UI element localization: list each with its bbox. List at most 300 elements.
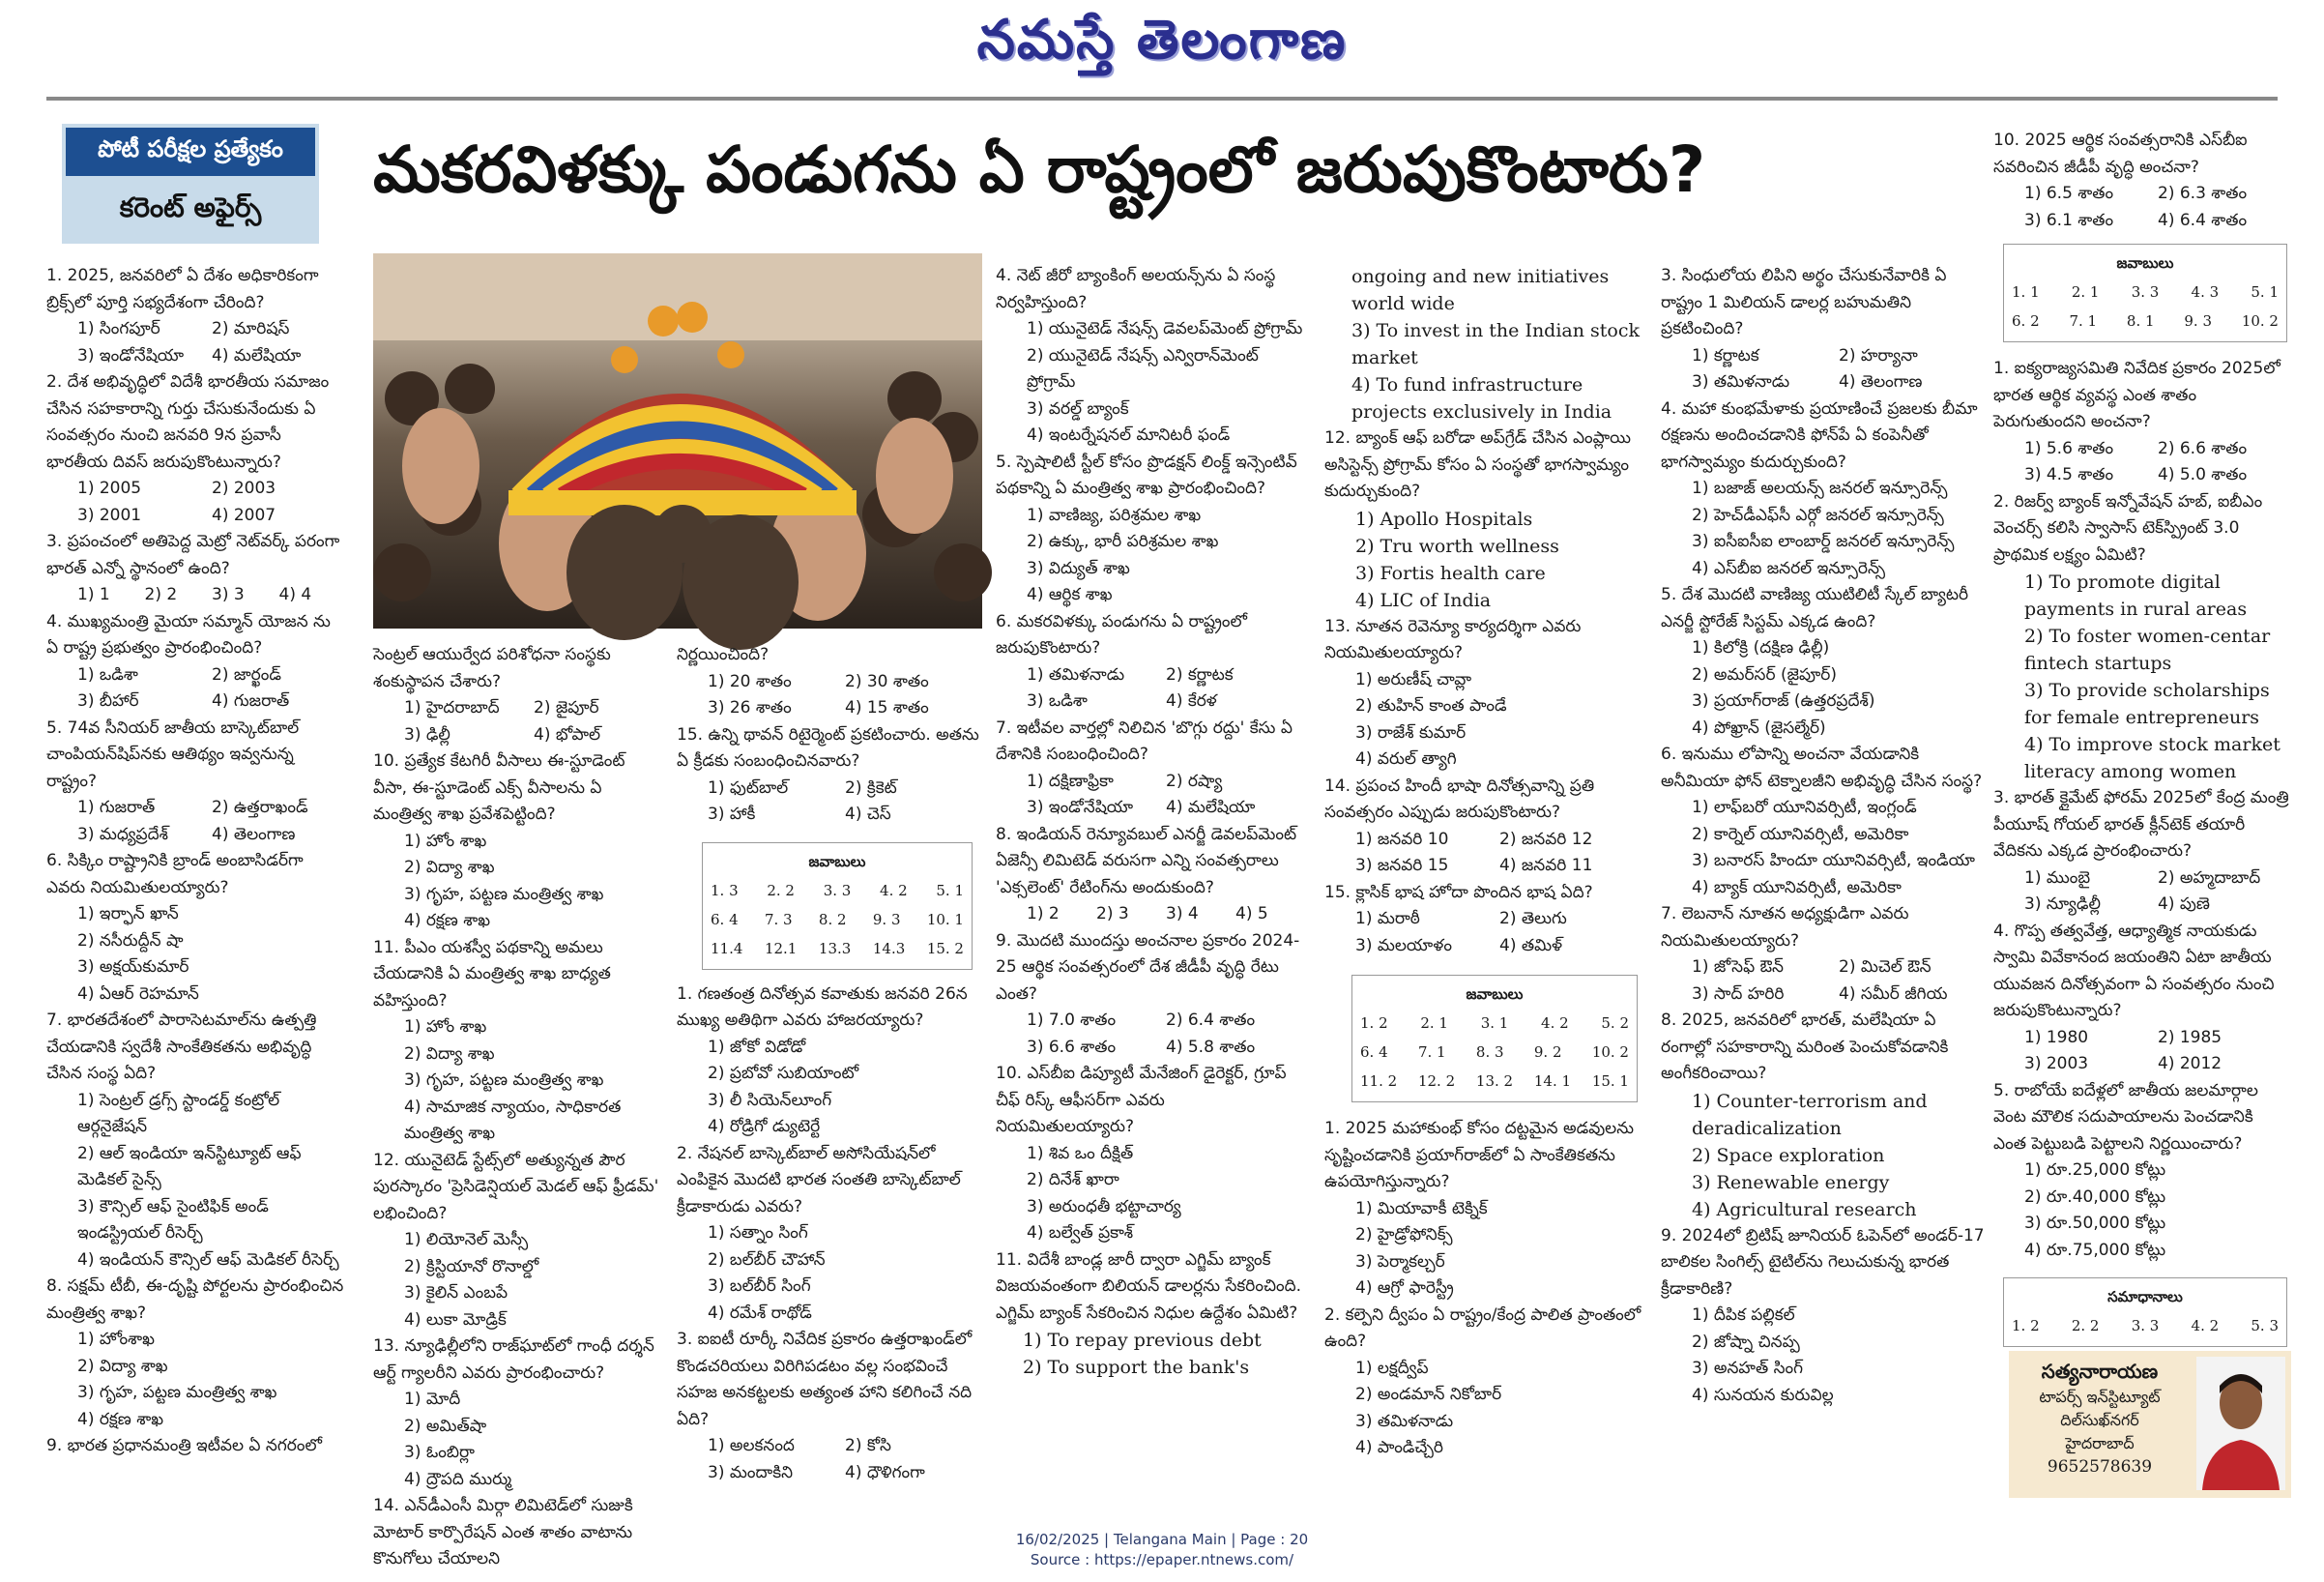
option-2: 2) 3: [1096, 904, 1129, 923]
option-1: 1) వాణిజ్య, పరిశ్రమల శాఖ: [1027, 505, 1202, 525]
option-2: 2) రష్యా: [1166, 771, 1223, 791]
option-1: 1) బజాజ్ అలయన్స్ జనరల్ ఇన్సూరెన్స్: [1692, 479, 1948, 498]
option-4: 4) తమిళ్: [1499, 935, 1563, 955]
options-row: [1993, 462, 2291, 489]
option-2: 2) ఆల్ ఇండియా ఇన్‌స్టిట్యూట్ ఆఫ్ మెడికల్ సైన్స్: [77, 1143, 302, 1189]
answer-cell: 8. 3: [1475, 1043, 1504, 1061]
option-4: 4) రూ.75,000 కోట్లు: [2024, 1240, 2166, 1260]
options-row: [677, 802, 982, 829]
options-row: [1661, 369, 1986, 396]
answer-cell: 15. 1: [1591, 1072, 1629, 1090]
option-1: 1) మరాఠీ: [1355, 909, 1420, 928]
option-1: 1) కిలోక్రి (దక్షిణ ఢిల్లీ): [1692, 638, 1830, 658]
options-row: [1993, 1025, 2291, 1052]
option-3: 3) హాకీ: [708, 805, 756, 824]
option-1: 1) లియోనెల్ మెస్సీ: [404, 1230, 529, 1249]
option-4: 4) గుజరాత్: [212, 691, 290, 711]
option-1: 1) 7.0 శాతం: [1027, 1011, 1117, 1030]
option-4: 4) పుణె: [2158, 894, 2210, 914]
author-city: హైదరాబాద్: [2065, 1434, 2135, 1452]
answer-cell: 7. 3: [764, 910, 793, 928]
option-1: 1) To promote digital payments in rural areas: [2024, 571, 2248, 620]
answer-cell: 5. 2: [1601, 1014, 1629, 1032]
question-text: 8. ఇండియన్ రెన్యూవబుల్ ఎనర్జీ డెవలప్‌మెంట్ ఏజెన్సీ లిమిటెడ్ వరుసగా ఎన్ని సంవత్సరాలు 'ఎక్సలెంట్' రేటింగ్‌ను అందుకుంది?: [996, 824, 1297, 897]
author-photo: [2196, 1357, 2285, 1490]
answer-box-2: [1351, 975, 1638, 1102]
option-3: 3) ఒడిశా: [1027, 691, 1088, 711]
option-1: 1) 6.5 శాతం: [2024, 184, 2114, 203]
question-text: 5. రాబోయే ఐదేళ్లలో జాతీయ జలమార్గాల వెంట మౌలిక సదుపాయాలను పెంచడానికి ఎంత పెట్టుబడి పెట్టాలని నిర్ణయించారు?: [1993, 1080, 2258, 1154]
question-text: 10. ఎస్‌బీఐ డిప్యూటీ మేనేజింగ్ డైరెక్టర్, గ్రూప్ చీఫ్ రిస్క్ ఆఫీసర్‌గా ఎవరు నియమితులయ్యారు?: [996, 1064, 1287, 1136]
option-1: 1) తమిళనాడు: [1027, 664, 1125, 685]
options-row: [46, 582, 346, 609]
column-2: [373, 642, 663, 1568]
author-box: [2009, 1351, 2291, 1498]
edition-info: 16/02/2025 | Telangana Main | Page : 20: [1015, 1531, 1309, 1548]
option-2: 2) కార్నెల్ యూనివర్సిటీ, అమెరికా: [1692, 824, 1909, 844]
option-1: 1) రూ.25,000 కోట్లు: [2024, 1160, 2166, 1180]
option-3: 3) రాజేశ్ కుమార్: [1355, 722, 1467, 743]
question-text: నిర్ణయించింది?: [677, 645, 770, 664]
option-2: 2) ఉక్కు, భారీ పరిశ్రమల శాఖ: [1027, 532, 1219, 551]
option-2: 2) 6.3 శాతం: [2158, 184, 2248, 203]
question-text: 7. ఇటీవల వార్తల్లో నిలిచిన 'బొగ్గు రద్దు' కేసు ఏ దేశానికి సంబంధించింది?: [996, 718, 1293, 764]
option-3: 3) అక్షయ్‌కుమార్: [77, 957, 189, 977]
answer-box-4: [2003, 1277, 2287, 1347]
option-3: 3) గృహ, పట్టణ మంత్రిత్వ శాఖ: [77, 1383, 277, 1402]
option-1: 1) అరుణీష్ చావ్లా: [1355, 669, 1472, 689]
option-3: 3) ఓంబిర్లా: [404, 1443, 475, 1462]
question-text: 10. ప్రత్యేక కేటగిరీ వీసాలు ఈ-స్టూడెంట్ వీసా, ఈ-స్టూడెంట్ ఎక్స్ వీసాలను ఏ మంత్రిత్వ శాఖ ప్రవేశపెట్టింది?: [373, 751, 625, 824]
author-institute: టాపర్స్ ఇన్‌స్టిట్యూట్: [2039, 1388, 2161, 1406]
option-3: 3) 3: [212, 585, 245, 604]
option-1: 1) ముంబై: [2024, 867, 2091, 888]
question-text: 2. నేషనల్ బాస్కెట్‌బాల్ అసోసియేషన్‌లో ఎంపికైన మొదటి భారత సంతతి బాస్కెట్‌బాల్ క్రీడాకారుడు ఎవరు?: [677, 1143, 961, 1216]
answer-cell: 9. 3: [2184, 312, 2212, 330]
answer-cell: 6. 4: [1360, 1043, 1388, 1061]
option-3: 3) ఢిల్లీ: [404, 724, 450, 745]
option-4: 4) మలేషియా: [1166, 798, 1256, 817]
question-text: 14. ప్రపంచ హిందీ భాషా దినోత్సవాన్ని ప్రతి సంవత్సరం ఎప్పుడు జరుపుకొంటారు?: [1324, 776, 1595, 822]
option-1: 1) జోకో విడోడో: [708, 1037, 806, 1057]
answer-cell: 5. 1: [936, 881, 964, 899]
author-name: సత్యనారాయణ: [2041, 1360, 2159, 1383]
option-1: 1) ఒడిశా: [77, 664, 138, 685]
option-2: 2) జనవరి 12: [1499, 829, 1593, 849]
option-3: 3) Renewable energy: [1692, 1171, 1890, 1193]
option-2: 2) మిచెల్ ఔన్: [1839, 957, 1932, 977]
answer-cell: 3. 3: [2131, 1317, 2160, 1334]
option-4: 4) తెలంగాణ: [1839, 372, 1923, 392]
answer-cell: 11.4: [711, 939, 743, 957]
options-row: [1993, 1051, 2291, 1078]
option-4: 4) సమీర్ జీగియ: [1839, 983, 1948, 1004]
option-2: 2) మారిషస్: [212, 319, 290, 338]
question-text: 6. ఇనుము లోపాన్ని అంచనా వేయడానికి అనీమియా ఫోన్ టెక్నాలజీని అభివృద్ధి చేసిన సంస్థ?: [1661, 745, 1983, 791]
answer-cell: 9. 3: [872, 910, 901, 928]
section-title: కరెంట్ అఫైర్స్: [119, 191, 262, 223]
options-row: [677, 669, 982, 696]
question-text: 4. ముఖ్యమంత్రి మైయా సమ్మాన్ యోజన ను ఏ రాష్ట్ర ప్రభుత్వం ప్రారంభించింది?: [46, 611, 331, 658]
answer-cell: 15. 2: [926, 939, 964, 957]
option-3: 3) రూ.50,000 కోట్లు: [2024, 1214, 2166, 1233]
topic-box: [62, 124, 319, 244]
question-text: 14. ఎన్‌డీఎంసీ మిర్గా లిమిటెడ్‌లో సుజుకి మోటార్ కార్పొరేషన్ ఎంత శాతం వాటాను కొనుగోలు చేయాలని: [373, 1496, 633, 1568]
options-row: [677, 1460, 982, 1487]
option-2: 2) 1985: [2158, 1027, 2222, 1047]
options-row: [46, 316, 346, 343]
options-row: [1993, 181, 2291, 208]
option-3: 3) 6.1 శాతం: [2024, 210, 2114, 230]
column-7: [1993, 128, 2291, 1346]
option-4: 4) జనవరి 11: [1499, 856, 1593, 875]
option-3: 3) బనారస్ హిందూ యూనివర్సిటీ, ఇండియా: [1692, 851, 1975, 870]
question-text: 1. 2025 మహాకుంభ్ కోసం దట్టమైన అడవులను సృష్టించడానికి ప్రయాగ్‌రాజ్‌లో ఏ సాంకేతికతను ఉపయోగిస్తున్నారు?: [1324, 1119, 1635, 1191]
option-2: 2) కర్ణాటక: [1166, 664, 1234, 685]
question-text: 1. ఐక్యరాజ్యసమితి నివేదిక ప్రకారం 2025లో భారత ఆర్థిక వ్యవస్థ ఎంత శాతం పెరుగుతుందని అంచనా?: [1993, 359, 2280, 431]
answer-box-3: [2003, 244, 2287, 342]
option-4: 4) తెలంగాణ: [212, 824, 296, 844]
options-row: [1324, 853, 1643, 880]
option-1: 1) సత్నాం సింగ్: [708, 1223, 808, 1243]
options-row: [46, 662, 346, 689]
option-1: 1) 2: [1027, 904, 1060, 923]
festival-photo: [373, 253, 982, 629]
question-text: 5. దేశ మొదటి వాణిజ్య యుటిలిటీ స్కేల్ బ్యాటరీ ఎనర్జీ స్టోరేజ్ సిస్టమ్ ఎక్కడ ఉంది?: [1661, 585, 1969, 631]
options-row: [996, 1035, 1305, 1062]
options-row: [996, 769, 1305, 796]
question-text: 6. సిక్కిం రాష్ట్రానికి బ్రాండ్ అంబాసిడర్‌గా ఎవరు నియమితులయ్యారు?: [46, 851, 304, 897]
option-4: 4) బ్యాక్ యూనివర్సిటీ, అమెరికా: [1692, 877, 1902, 897]
question-text: 6. మకరవిళక్కు పండుగను ఏ రాష్ట్రంలో జరుపుకొంటారు?: [996, 611, 1248, 658]
option-2: 2) హైడ్రోఫోనిక్స్: [1355, 1225, 1453, 1245]
answer-cell: 10. 1: [926, 910, 964, 928]
option-2: 2) అమిత్‌షా: [404, 1416, 487, 1436]
question-text: 13. నూతన రెవెన్యూ కార్యదర్శిగా ఎవరు నియమితులయ్యారు?: [1324, 616, 1582, 662]
festival-photo-illustration: [373, 253, 982, 629]
option-3: 3) తమిళనాడు: [1355, 1411, 1454, 1431]
options-row: [996, 662, 1305, 689]
option-3: 3) అరుంధతీ భట్టాచార్య: [1027, 1196, 1181, 1216]
option-2: 2) ప్రబోవో సుబియాంటో: [708, 1064, 859, 1083]
option-1: 1) కర్ణాటక: [1692, 345, 1759, 366]
option-1: 1) లాఫ్‌బరో యూనివర్సిటీ, ఇంగ్లండ్: [1692, 798, 1917, 817]
answer-cell: 9. 2: [1533, 1043, 1562, 1061]
options-row: [46, 476, 346, 503]
question-text: 4. గొప్ప తత్వవేత్త, ఆధ్యాత్మిక నాయకుడు స్వామి వివేకానంద జయంతిని ఏటా జాతీయ యువజన దినోత్సవంగా ఏ సంవత్సరం నుంచి జరుపుకొంటున్నారు?: [1993, 921, 2275, 1020]
option-4: 4) చెస్: [845, 805, 891, 824]
question-text: 5. స్పెషాలిటీ స్టీల్ కోసం ప్రొడక్షన్ లింక్డ్ ఇన్సెంటివ్ పథకాన్ని ఏ మంత్రిత్వ శాఖ ప్రారంభించింది?: [996, 452, 1297, 498]
option-1: 1) 5.6 శాతం: [2024, 438, 2114, 458]
option-2: 2) అహ్మదాబాద్: [2158, 867, 2261, 888]
question-text: 1. గణతంత్ర దినోత్సవ కవాతుకు జనవరి 26న ముఖ్య అతిథిగా ఎవరు హాజరయ్యారు?: [677, 983, 968, 1030]
options-row: [46, 795, 346, 822]
option-4: 4) రక్షణ శాఖ: [404, 911, 491, 930]
answer-row: [2012, 307, 2279, 336]
option-2: 2) 2003: [212, 479, 276, 498]
option-2: 2) కోసి: [845, 1436, 891, 1455]
option-2: 2) Tru worth wellness: [1355, 535, 1559, 557]
answer-cell: 2. 2: [2071, 1317, 2100, 1334]
option-4: 4) ద్రౌపది ముర్ము: [404, 1469, 512, 1489]
question-text: 3. ఐఐటీ రూర్కీ నివేదిక ప్రకారం ఉత్తరాఖండ్‌లో కొండచరియలు విరిగిపడటం వల్ల సంభవించే సహజ అనకట్టలకు అత్యంత హాని కలిగించే నది ఏది?: [677, 1330, 973, 1429]
answer-cell: 4. 3: [2191, 283, 2220, 301]
question-text: 4. నెట్ జీరో బ్యాంకింగ్ అలయన్స్‌ను ఏ సంస్థ నిర్వహిస్తుంది?: [996, 266, 1276, 312]
question-text: 11. పీఎం యశస్వీ పథకాన్ని అమలు చేయడానికి ఏ మంత్రిత్వ శాఖ బాధ్యత వహిస్తుంది?: [373, 937, 611, 1011]
answer-cell: 10. 2: [1591, 1043, 1629, 1061]
question-text: 11. విదేశీ బాండ్ల జారీ ద్వారా ఎగ్జిమ్ బ్యాంక్ విజయవంతంగా బిలియన్ డాలర్లను సేకరించింది. ఎగ్జిమ్ బ్యాంక్ సేకరించిన నిధుల ఉద్దేశం ఏమిటి?: [996, 1249, 1302, 1323]
option-4: 4) 6.4 శాతం: [2158, 210, 2248, 230]
option-2: 2) యునైటెడ్ నేషన్స్ ఎన్విరాన్‌మెంట్ ప్రోగ్రామ్: [1027, 345, 1259, 392]
option-4: 4) ఇంటర్నేషనల్ మానిటరీ ఫండ్: [1027, 425, 1231, 445]
option-2: 2) 2: [144, 585, 178, 604]
option-text: 1) To repay previous debt: [1023, 1330, 1262, 1351]
answer-row: [2012, 278, 2279, 307]
option-1: 1) ఇర్ఫాన్ ఖాన్: [77, 904, 179, 923]
question-text: 8. సక్షమ్ టీబీ, ఈ-దృష్టి పోర్టలను ప్రారంభించిన మంత్రిత్వ శాఖ?: [46, 1276, 344, 1323]
answer-cell: 14. 1: [1533, 1072, 1572, 1090]
option-3: 3) మధ్యప్రదేశ్: [77, 824, 168, 844]
option-4: 4) To improve stock market literacy among women: [2024, 734, 2280, 782]
author-avatar-icon: [2196, 1357, 2285, 1490]
option-1: 1) గుజరాత్: [77, 798, 156, 817]
option-1: 1) Counter-terrorism and deradicalization: [1692, 1090, 1928, 1139]
options-row: [373, 722, 663, 749]
option-2: 2) విద్యా శాఖ: [404, 1043, 495, 1064]
option-4: 4) సామాజిక న్యాయం, సాధికారత మంత్రిత్వ శాఖ: [404, 1097, 622, 1143]
column-3: [677, 642, 982, 1493]
option-1: 1) శివ ఒం దీక్షిత్: [1027, 1143, 1134, 1163]
option-3: 3) గృహ, పట్టణ మంత్రిత్వ శాఖ: [404, 1070, 604, 1090]
answer-row: [1360, 1067, 1629, 1096]
option-1: 1) మోదీ: [404, 1390, 461, 1409]
option-4: 4) రోడ్రిగో డ్యుటెర్టే: [708, 1117, 821, 1136]
option-3: 3) పెర్మాకల్చర్: [1355, 1251, 1445, 1272]
option-4: 4) Agricultural research: [1692, 1198, 1917, 1220]
option-3: 3) ఇండోనేషియా: [1027, 798, 1134, 817]
option-2: 2) రూ.40,000 కోట్లు: [2024, 1186, 2166, 1207]
option-1: 1) ఫుట్‌బాల్: [708, 777, 789, 798]
option-4: 4) ఇండియన్ కౌన్సిల్ ఆఫ్ మెడికల్ రీసెర్చ్: [77, 1249, 339, 1270]
question-text: 15. ఉన్ని థావన్ రిటైర్మెంట్ ప్రకటించారు. అతను ఏ క్రీడకు సంబంధించినవారు?: [677, 724, 979, 771]
option-2: 2) జోష్నా చినప్ప: [1692, 1332, 1800, 1352]
answer-cell: 5. 3: [2251, 1317, 2279, 1334]
option-3: 3) కైలిన్ ఎంబపే: [404, 1283, 508, 1303]
option-4: 4) 5.0 శాతం: [2158, 465, 2248, 484]
options-row: [46, 343, 346, 370]
option-2: 2) క్రిస్టియానో రొనాల్డో: [404, 1256, 539, 1276]
option-3: 3) ఐసీఐసీఐ లాంబార్డ్ జనరల్ ఇన్సూరెన్స్: [1692, 532, 1955, 551]
answer-cell: 3. 3: [823, 881, 852, 899]
option-4: 4) ఎస్‌బీఐ జనరల్ ఇన్సూరెన్స్: [1692, 558, 1885, 578]
option-text: 3) To invest in the Indian stock market: [1351, 320, 1641, 368]
option-3: 3) సాద్ హరిరి: [1692, 983, 1785, 1004]
question-text: 8. 2025, జనవరిలో భారత్, మలేషియా ఏ రంగాల్లో సహకారాన్ని మరింత పెంచుకోవడానికి అంగీకరించాయి?: [1661, 1011, 1949, 1083]
answer-cell: 2. 2: [767, 881, 795, 899]
option-2: 2) 6.4 శాతం: [1166, 1011, 1256, 1030]
answer-row: [711, 934, 964, 963]
special-tag: పోటీ పరీక్షల ప్రత్యేకం: [66, 128, 315, 176]
answer-cell: 1. 2: [1360, 1014, 1388, 1032]
answer-title: జవాబులు: [2116, 254, 2174, 272]
option-3: 3) తమిళనాడు: [1692, 372, 1790, 392]
option-3: 3) న్యూఢిల్లీ: [2024, 894, 2101, 914]
option-3: 3) ఇండోనేషియా: [77, 345, 185, 366]
option-2: 2) జైపూర్: [534, 698, 599, 718]
question-text: 9. మొదటి ముందస్తు అంచనాల ప్రకారం 2024-25 ఆర్థిక సంవత్సరంలో దేశ జీడీపీ వృద్ధి రేటు ఎంత?: [996, 930, 1300, 1004]
options-row: [996, 901, 1305, 928]
option-3: 3) 26 శాతం: [708, 698, 792, 718]
options-row: [996, 795, 1305, 822]
option-2: 2) హర్యానా: [1839, 345, 1918, 366]
answer-cell: 13.3: [818, 939, 852, 957]
answer-cell: 1. 1: [2012, 283, 2040, 301]
option-3: 3) 4: [1166, 904, 1199, 923]
page-footer: [0, 1530, 2324, 1570]
answer-cell: 3. 3: [2131, 283, 2160, 301]
option-4: 4) పోఖ్రాన్ (జైసల్మేర్): [1692, 718, 1826, 738]
option-1: 1) జోసెఫ్ ఔన్: [1692, 957, 1784, 977]
answer-cell: 6. 2: [2012, 312, 2040, 330]
option-4: 4) సునయన కురువిల్ల: [1692, 1385, 1834, 1405]
options-row: [1661, 981, 1986, 1009]
masthead: [0, 0, 2324, 97]
option-3: 3) విద్యుత్ శాఖ: [1027, 558, 1130, 578]
option-4: 4) లుకా మోడ్రిక్: [404, 1309, 507, 1330]
question-text: 9. భారత ప్రధానమంత్రి ఇటీవల ఏ నగరంలో: [46, 1436, 322, 1455]
answer-cell: 4. 2: [1541, 1014, 1569, 1032]
option-4: 4) 4: [278, 585, 312, 604]
option-2: 2) అండమాన్ నికోబార్: [1355, 1385, 1502, 1404]
option-text: 2) To support the bank's: [1023, 1357, 1250, 1378]
option-3: 3) కౌన్సిల్ ఆఫ్ సైంటిఫిక్ అండ్ ఇండస్ట్రియల్ రీసెర్చ్: [77, 1196, 269, 1243]
option-1: 1) అలకనంద: [708, 1436, 795, 1455]
option-4: 4) రక్షణ శాఖ: [77, 1409, 164, 1429]
option-1: 1) 1: [77, 585, 110, 604]
question-text: 9. 2024లో బ్రిటిష్ జూనియర్ ఓపెన్‌లో అండర్-17 బాలికల సింగిల్స్ టైటిల్‌ను గెలుచుకున్న భారత క్రీడాకారిణి?: [1661, 1225, 1985, 1299]
option-2: 2) తెలుగు: [1499, 909, 1567, 928]
answer-row: [1360, 1009, 1629, 1038]
option-3: 3) మందాకిని: [708, 1462, 794, 1482]
column-1: [46, 263, 346, 1491]
option-1: 1) సింగపూర్: [77, 319, 160, 338]
answer-row: [2012, 1311, 2279, 1340]
question-text: 2. దేశ అభివృద్ధిలో విదేశీ భారతీయ సమాజం చేసిన సహకారాన్ని గుర్తు చేసుకునేందుకు ఏ సంవత్సరం నుంచి జనవరి 9న ప్రవాసీ భారతీయ దివస్ జరుపుకొంటున్నారు?: [46, 372, 330, 472]
option-3: 3) మలయాళం: [1355, 935, 1452, 955]
options-row: [1993, 436, 2291, 463]
option-1: 1) యునైటెడ్ నేషన్స్ డెవలప్‌మెంట్ ప్రోగ్రామ్: [1027, 319, 1303, 338]
option-2: 2) క్రికెట్: [845, 777, 897, 798]
question-text: 7. భారతదేశంలో పారాసెటమాల్‌ను ఉత్పత్తి చేయడానికి స్వదేశీ సాంకేతికతను అభివృద్ధి చేసిన సంస్థ ఏది?: [46, 1011, 317, 1083]
options-row: [996, 1008, 1305, 1035]
option-3: 3) To provide scholarships for female entrepreneurs: [2024, 680, 2270, 728]
option-3: 3) Fortis health care: [1355, 562, 1546, 584]
answer-cell: 10. 2: [2241, 312, 2279, 330]
options-row: [677, 1433, 982, 1460]
options-row: [1324, 933, 1643, 960]
option-3: 3) వరల్డ్ బ్యాంక్: [1027, 398, 1129, 419]
options-row: [1661, 343, 1986, 370]
option-1: 1) జనవరి 10: [1355, 829, 1449, 849]
option-4: 4) 2007: [212, 505, 276, 525]
option-1: 1) Apollo Hospitals: [1355, 508, 1533, 530]
author-locality: దిల్‌సుఖ్‌నగర్: [2060, 1411, 2139, 1429]
options-row: [1324, 827, 1643, 854]
option-4: 4) భోపాల్: [534, 724, 601, 745]
option-4: 4) 2012: [2158, 1054, 2222, 1073]
question-text: 10. 2025 ఆర్థిక సంవత్సరానికి ఎస్‌బీఐ సవరించిన జీడీపీ వృద్ధి అంచనా?: [1993, 131, 2248, 177]
answer-cell: 7. 1: [1417, 1043, 1446, 1061]
answer-cell: 8. 1: [2126, 312, 2155, 330]
option-1: 1) 20 శాతం: [708, 671, 792, 691]
options-row: [46, 688, 346, 716]
option-1: 1) హోం శాఖ: [404, 1017, 487, 1037]
answer-row: [1360, 1038, 1629, 1067]
option-2: 2) విద్యా శాఖ: [404, 858, 495, 877]
question-text: 3. సింధులోయ లిపిని అర్థం చేసుకునేవారికి ఏ రాష్ట్రం 1 మిలియన్ డాలర్ల బహుమతిని ప్రకటించింది?: [1661, 266, 1947, 338]
option-text: 4) To fund infrastructure projects exclusively in India: [1351, 374, 1612, 423]
question-text: 2. కల్పెని ద్వీపం ఏ రాష్ట్రం/కేంద్ర పాలిత ప్రాంతంలో ఉంది?: [1324, 1304, 1641, 1351]
option-2: 2) Space exploration: [1692, 1144, 1885, 1166]
option-1: 1) హైదరాబాద్: [404, 698, 500, 718]
question-text: 12. యునైటెడ్ స్టేట్స్‌లో అత్యున్నత పౌర పురస్కారం 'ప్రెసిడెన్షియల్ మెడల్ ఆఫ్ ఫ్రీడమ్' లభించింది?: [373, 1150, 659, 1223]
option-3: 3) 2003: [2024, 1054, 2089, 1073]
newspaper-name: నమస్తే తెలంగాణ: [976, 8, 1348, 72]
option-4: 4) కేరళ: [1166, 691, 1217, 711]
answer-cell: 12.1: [764, 939, 798, 957]
options-row: [373, 695, 663, 722]
option-1: 1) దక్షిణాఫ్రికా: [1027, 771, 1114, 791]
option-1: 1) హోం శాఖ: [404, 831, 487, 851]
masthead-rule: [46, 97, 2278, 101]
option-1: 1) దీపిక పల్లికల్: [1692, 1305, 1795, 1325]
question-text: సెంట్రల్ ఆయుర్వేద పరిశోధనా సంస్థకు శంకుస్థాపన చేశారు?: [373, 645, 611, 691]
answer-cell: 6. 4: [711, 910, 739, 928]
question-text: 1. 2025, జనవరిలో ఏ దేశం అధికారికంగా బ్రిక్స్‌లో పూర్తి సభ్యదేశంగా చేరింది?: [46, 266, 319, 312]
option-1: 1) సెంట్రల్ డ్రగ్స్ స్టాండర్డ్ కంట్రోల్ ఆర్గనైజేషన్: [77, 1090, 280, 1136]
answer-cell: 13. 2: [1475, 1072, 1514, 1090]
options-row: [46, 822, 346, 849]
answer-cell: 11. 2: [1360, 1072, 1398, 1090]
option-4: 4) ఆగ్రో ఫారెస్ట్రీ: [1355, 1278, 1454, 1298]
answer-title: జవాబులు: [1466, 985, 1524, 1003]
author-phone: 9652578639: [2047, 1457, 2153, 1477]
option-3: 3) ప్రయాగ్‌రాజ్ (ఉత్తరప్రదేశ్): [1692, 691, 1875, 711]
answer-cell: 7. 1: [2069, 312, 2098, 330]
option-3: 3) 6.6 శాతం: [1027, 1037, 1117, 1057]
options-row: [996, 688, 1305, 716]
option-4: 4) పాండిచ్చేరి: [1355, 1438, 1443, 1457]
options-row: [1993, 892, 2291, 919]
question-text: 13. న్యూఢిల్లీలోని రాజ్‌ఘాట్‌లో గాంధీ దర్శన్ ఆర్ట్ గ్యాలరీని ఎవరు ప్రారంభించారు?: [373, 1336, 654, 1383]
options-row: [1324, 906, 1643, 933]
options-row: [1993, 865, 2291, 893]
options-row: [677, 776, 982, 803]
option-3: 3) అనహత్ సింగ్: [1692, 1359, 1804, 1378]
option-3: 3) జనవరి 15: [1355, 856, 1449, 875]
option-4: 4) ధౌళిగంగా: [845, 1462, 925, 1482]
answer-box-1: [702, 842, 973, 970]
option-4: 4) 5.8 శాతం: [1166, 1037, 1256, 1057]
option-2: 2) నసీరుద్దీన్ షా: [77, 930, 184, 951]
source-link[interactable]: Source : https://epaper.ntnews.com/: [1030, 1551, 1294, 1568]
question-text: 4. మహా కుంభమేళాకు ప్రయాణించే ప్రజలకు బీమా రక్షణను అందించడానికి ఫోన్‌పే ఏ కంపెనీతో భాగస్వామ్యం కుదుర్చుకుంది?: [1661, 398, 1978, 472]
question-text: 3. భారత్ క్లైమేట్ ఫోరమ్ 2025లో కేంద్ర మంత్రి పీయూష్ గోయల్ భారత్ క్లీన్‌టెక్ తయారీ వేదికను ఎక్కడ ప్రారంభించారు?: [1993, 788, 2289, 861]
answer-cell: 5. 1: [2251, 283, 2279, 301]
option-4: 4) మలేషియా: [212, 345, 302, 366]
option-3: 3) 2001: [77, 505, 142, 525]
options-row: [1661, 954, 1986, 981]
